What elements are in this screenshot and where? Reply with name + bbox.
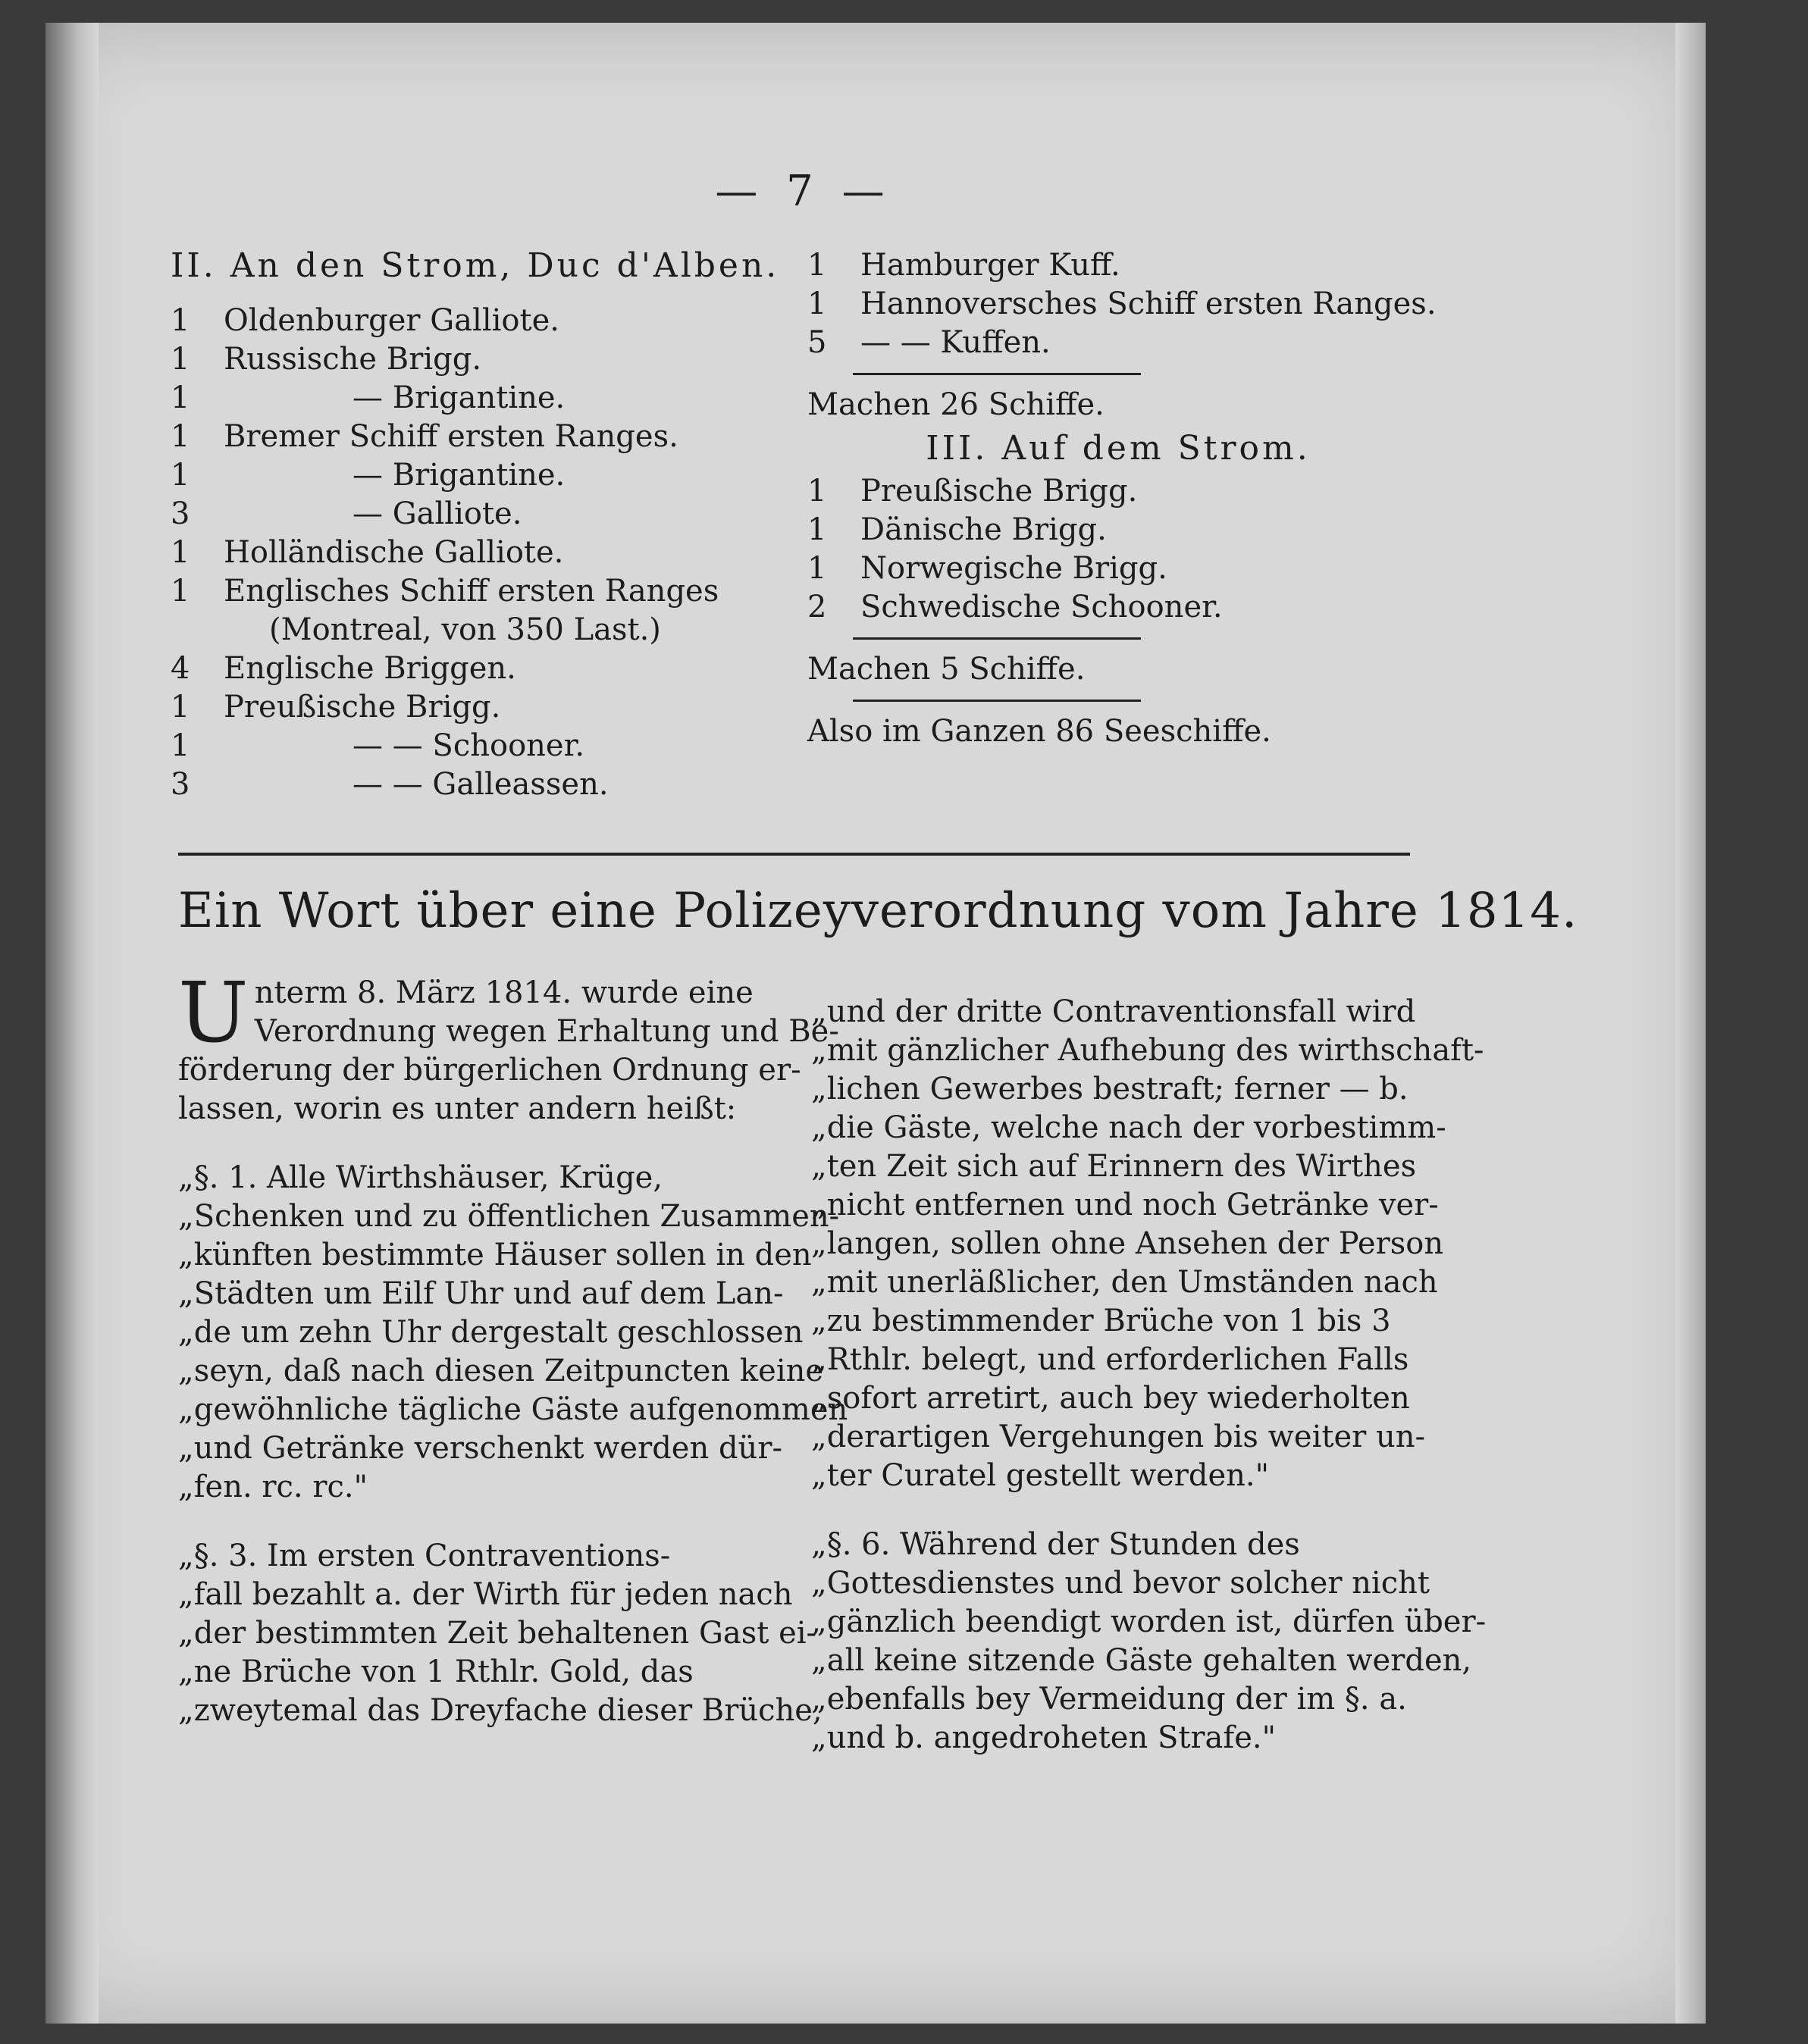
list-item [171,495,800,534]
item-text: — Brigantine. [353,458,566,493]
article-left-column [178,964,848,1730]
text-line: „und Getränke verschenkt werden dür- [178,1431,782,1466]
item-count: 5 [807,325,827,360]
right-list-items-top [807,246,1437,362]
list-item [807,472,1429,511]
book-gutter [45,23,99,2024]
item-count: 1 [171,303,190,338]
item-text: Preußische Brigg. [860,474,1138,509]
text-line: förderung der bürgerlichen Ordnung er- [178,1053,801,1088]
text-line: „§. 3. Im ersten Contraventions- [178,1538,671,1573]
text-line: „all keine sitzende Gäste gehalten werden, [811,1643,1472,1678]
list-item [171,418,800,456]
text-line: „ten Zeit sich auf Erinnern des Wirthes [811,1149,1417,1184]
text-line: „seyn, daß nach diesen Zeitpuncten keine [178,1354,824,1388]
item-count: 1 [807,248,827,283]
text-line: „ne Brüche von 1 Rthlr. Gold, das [178,1654,694,1689]
item-text: — Galliote. [353,496,522,531]
item-text: Hamburger Kuff. [860,248,1120,283]
section-rule [178,853,1410,856]
item-text: — Brigantine. [353,380,566,415]
page-edge [1675,23,1706,2024]
text-line: nterm 8. März 1814. wurde eine [254,975,754,1010]
text-line: „fall bezahlt a. der Wirth für jeden nach [178,1577,793,1612]
paragraph-section-6 [811,1526,1487,1758]
list-item [171,572,800,611]
text-line: „zweytemal das Dreyfache dieser Brüche, [178,1693,823,1728]
list-item [807,324,1429,362]
list-item [807,246,1429,285]
list-item [171,727,800,765]
item-count: 1 [171,419,190,454]
text-line: „gänzlich beendigt worden ist, dürfen über- [811,1604,1487,1639]
item-count: 1 [807,286,827,321]
divider [853,637,1141,640]
divider [853,700,1141,702]
item-count: 1 [171,458,190,493]
grand-total: Also im Ganzen 86 Seeschiffe. [807,714,1271,749]
text-line: „künften bestimmte Häuser sollen in den [178,1238,812,1272]
left-ship-list [171,246,800,804]
paragraph-section-1 [178,1159,848,1507]
text-line: Verordnung wegen Erhaltung und Be- [254,1014,839,1049]
list-heading: II. An den Strom, Duc d'Alben. [171,246,780,285]
text-line: „ter Curatel gestellt werden." [811,1458,1270,1493]
text-line: „§. 1. Alle Wirthshäuser, Krüge, [178,1160,663,1195]
item-count: 1 [171,574,190,609]
item-count: 4 [171,651,190,686]
item-text: (Montreal, von 350 Last.) [269,612,661,647]
text-line: „Gottesdienstes und bevor solcher nicht [811,1566,1430,1601]
list-item [807,549,1429,588]
text-line: „der bestimmten Zeit behaltenen Gast ei- [178,1616,817,1651]
subtotal-1: Machen 26 Schiffe. [807,387,1105,422]
item-text: — — Galleassen. [353,767,609,802]
page-number: — 7 — [715,167,892,216]
text-line: „sofort arretirt, auch bey wiederholten [811,1381,1410,1416]
article-right-column [811,993,1487,1758]
text-line: „Städten um Eilf Uhr und auf dem Lan- [178,1276,784,1311]
list-item [171,534,800,572]
item-count: 3 [171,767,190,802]
article-title: Ein Wort über eine Polizeyverordnung vom Jahre 1814. [178,883,1578,939]
item-text: Englische Briggen. [224,651,516,686]
text-line: „nicht entfernen und noch Getränke ver- [811,1188,1439,1222]
list-item [171,302,800,340]
text-line: „Rthlr. belegt, und erforderlichen Falls [811,1342,1409,1377]
divider [853,373,1141,375]
item-text: Russische Brigg. [224,342,482,377]
item-count: 1 [171,728,190,763]
list-item [171,611,800,650]
item-count: 2 [807,590,827,624]
text-line: „die Gäste, welche nach der vorbestimm- [811,1110,1446,1145]
item-text: — — Kuffen. [860,325,1051,360]
text-line: „zu bestimmender Brüche von 1 bis 3 [811,1304,1391,1338]
item-count: 1 [807,474,827,509]
item-text: Bremer Schiff ersten Ranges. [224,419,678,454]
list-item [171,340,800,379]
item-text: Dänische Brigg. [860,512,1107,547]
item-text: Englisches Schiff ersten Ranges [224,574,719,609]
item-text: Holländische Galliote. [224,535,564,570]
item-count: 1 [171,380,190,415]
item-text: Hannoversches Schiff ersten Ranges. [860,286,1437,321]
item-text: Preußische Brigg. [224,690,501,725]
item-count: 1 [171,690,190,725]
text-line: „derartigen Vergehungen bis weiter un- [811,1420,1425,1454]
text-line: „langen, sollen ohne Ansehen der Person [811,1226,1444,1261]
subtotal-2: Machen 5 Schiffe. [807,652,1086,687]
item-count: 1 [807,551,827,586]
text-line: „lichen Gewerbes bestraft; ferner — b. [811,1072,1408,1107]
section-3-heading: III. Auf dem Strom. [926,429,1311,468]
item-text: Schwedische Schooner. [860,590,1223,624]
item-count: 1 [807,512,827,547]
list-item [171,379,800,418]
item-count: 1 [171,342,190,377]
right-ship-list [807,246,1437,751]
item-count: 3 [171,496,190,531]
list-item [171,765,800,804]
left-list-items [171,302,800,804]
text-line: „§. 6. Während der Stunden des [811,1527,1300,1562]
text-line: „und der dritte Contraventionsfall wird [811,994,1416,1029]
list-item [171,688,800,727]
right-list-items-3 [807,472,1429,627]
text-line: „mit unerläßlicher, den Umständen nach [811,1265,1438,1300]
item-text: Oldenburger Galliote. [224,303,559,338]
list-item [171,650,800,688]
item-text: — — Schooner. [353,728,585,763]
list-item [807,588,1429,627]
text-line: „de um zehn Uhr dergestalt geschlossen [178,1315,804,1350]
text-line: „Schenken und zu öffentlichen Zusammen- [178,1199,840,1234]
list-item [171,456,800,495]
text-line: „gewöhnliche tägliche Gäste aufgenommen [178,1392,848,1427]
text-line: „und b. angedroheten Strafe." [811,1720,1276,1755]
drop-cap: U [178,964,249,1061]
item-text: Norwegische Brigg. [860,551,1167,586]
paragraph-intro [178,964,839,1128]
text-line: „mit gänzlicher Aufhebung des wirthschaft- [811,1033,1484,1068]
paragraph-section-3-continued [811,993,1484,1495]
list-item [807,511,1429,549]
list-item [807,285,1437,324]
text-line: „ebenfalls bey Vermeidung der im §. a. [811,1682,1407,1717]
paragraph-section-3 [178,1537,823,1730]
item-count: 1 [171,535,190,570]
text-line: „fen. rc. rc." [178,1470,368,1504]
text-line: lassen, worin es unter andern heißt: [178,1091,737,1126]
